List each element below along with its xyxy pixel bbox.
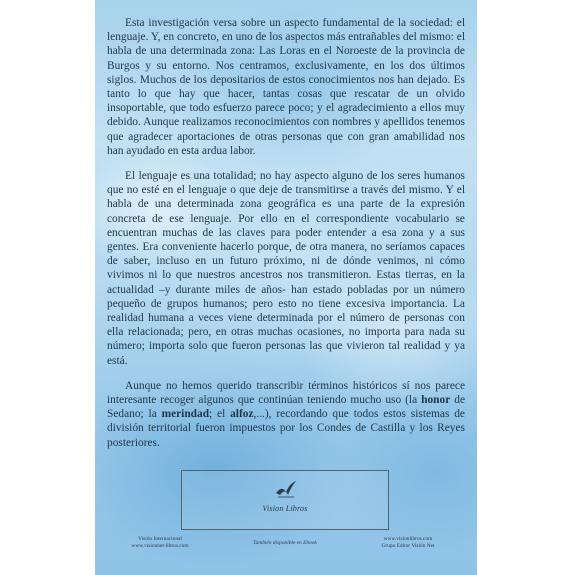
term-merindad: merindad — [161, 408, 210, 421]
paragraph-3-part-1: Aunque no hemos querido transcribir términos históricos sí nos parece interesante recoger algunos que continúan teniendo mucho uso (la — [107, 379, 465, 407]
term-honor: honor — [421, 394, 451, 407]
paragraph-1: Esta investigación versa sobre un aspecto fundamental de la sociedad: el lenguaje. Y, en concreto, en uno de los aspectos más entrañables del mismo: el habla de una determinada zona: Las Loras en el Noroeste de la provincia de Burgos y su entorno. Nos centramos, exclusivamente, en los dos últimos siglos. Muchos de los depositarios de estos conocimientos nos han dejado. Es tanto lo que hay que hacer, tantas cosas que rescatar de un olvido insoportable, que todo esfuerzo parece poco; y el agradecimiento a ellos muy debido. Aunque realizamos reconocimientos con nombres y apellidos tenemos que agradecer aportaciones de otras personas que con gran amabilidad nos han ayudado en esta ardua labor. — [107, 17, 465, 157]
footer-left-line-2: www.visionnet-libros.com — [131, 543, 189, 549]
footer-right-line-1: www.visionlibros.com — [383, 536, 433, 542]
term-alfoz: alfoz — [230, 408, 254, 421]
footer-ebook-note: También disponible en Ebook — [253, 540, 317, 546]
publisher-logo-text: Vision Libros — [262, 504, 308, 513]
footer-right-line-2: Grupo Editor Visión Net — [381, 543, 435, 549]
paragraph-3-part-3: ; el — [209, 408, 231, 421]
paragraph-3-part-4: ,...), recordando que todos estos sistemas de división territorial fueron impuestos por los Condes de Castilla y los Reyes posteriores. — [107, 408, 465, 449]
footer-left-line-1: Visión Internacional — [138, 536, 182, 542]
footer-left — [115, 536, 205, 550]
book-back-cover — [95, 0, 477, 575]
body-text — [107, 16, 465, 461]
quill-logo-icon — [272, 479, 300, 499]
paragraph-3-part-2: de Sedano; la — [107, 394, 465, 421]
footer-right — [353, 536, 463, 550]
paragraph-2: El lenguaje es una totalidad; no hay aspecto alguno de los seres humanos que no esté en el lenguaje o que deje de transmitirse a través del mismo. Y el habla de una determinada zona geográfica es una parte de la expresión concreta de ese lenguaje. Por ello en el correspondiente vocabulario se encuentran muchas de las claves para poder entender a esa zona y a sus gentes. Era conveniente hacerlo porque, de otra manera, no seríamos capaces de saber, incluso en un futuro próximo, ni de dónde venimos, ni cómo vivimos ni lo que nuestros ancestros nos transmitieron. Estas tierras, en la actualidad –y durante miles de años- han estado pobladas por un número pequeño de grupos humanos; pero esto no tiene excesiva importancia. La realidad humana a veces viene determinada por el número de personas con ella relacionada; pero, en otras muchas ocasiones, no importa para nada su número; importa solo que fueron personas las que vivieron tal realidad y ya está. — [107, 170, 465, 367]
publisher-logo-box — [181, 470, 389, 530]
paragraph-3 — [107, 379, 465, 450]
